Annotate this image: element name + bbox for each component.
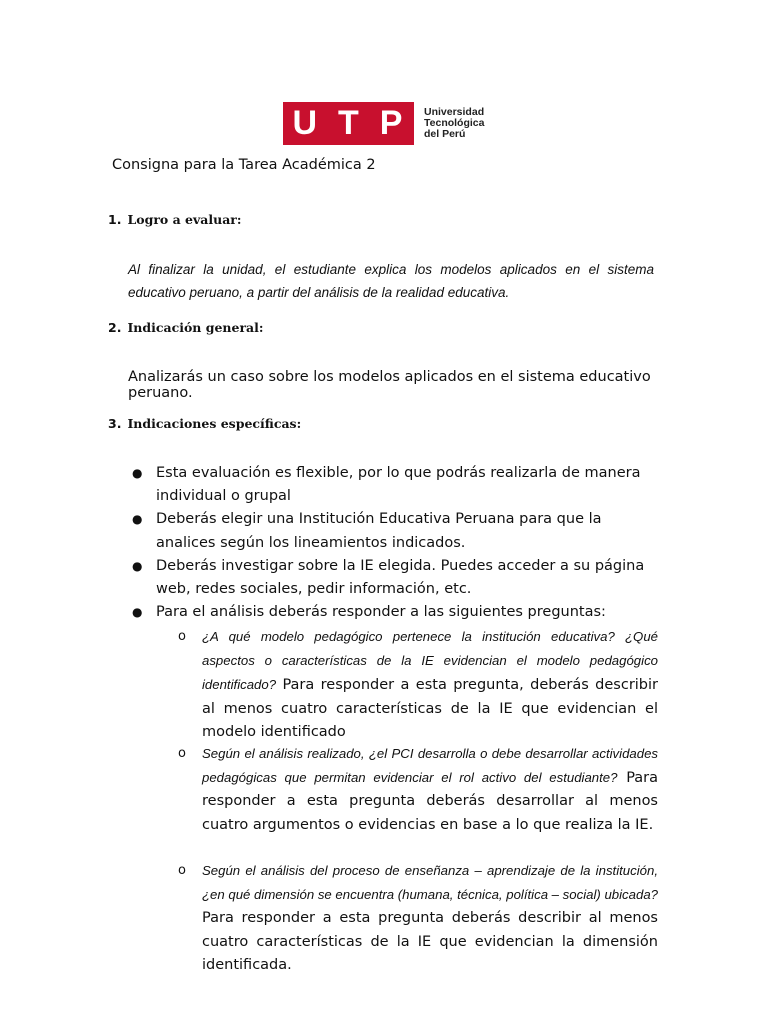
list-item [132,508,662,554]
bullet-list [132,462,662,624]
question-text: Según el análisis realizado, ¿el PCI desarrolla o debe desarrollar actividades pedagógicas que permitan evidenciar el rol activo del estudiante? [202,746,658,786]
bullet-text: Deberás investigar sobre la IE elegida. Puedes acceder a su página web, redes sociales, pedir información, etc. [156,557,645,598]
logo-line-2: Tecnológica [424,117,485,129]
sub-bullet-icon: o [178,863,186,878]
question-item-2 [178,742,658,837]
document-title: Consigna para la Tarea Académica 2 [112,157,376,173]
section-number: 3. [108,416,122,431]
section-number: 2. [108,320,122,335]
logo-letter-p: P [379,104,405,142]
question-text-block [202,742,658,837]
utp-logo [283,102,484,145]
bullet-icon: ● [132,605,143,620]
question-text-block [202,859,658,977]
bullet-icon: ● [132,466,143,480]
section-heading-indicaciones-especificas [108,416,301,431]
sub-bullet-icon: o [178,629,186,644]
bullet-text: Para el análisis deberás responder a las siguientes preguntas: [156,604,606,621]
section-heading-indicacion-general [108,320,264,335]
question-instruction: Para responder a esta pregunta deberás describir al menos cuatro características de la IE que evidencian la dimensión identificada. [202,910,658,973]
logo-university-name [424,107,484,140]
logro-paragraph: Al finalizar la unidad, el estudiante explica los modelos aplicados en el sistema educativo peruano, a partir del análisis de la realidad educativa. [128,262,654,300]
question-instruction: Para responder a esta pregunta deberás desarrollar al menos cuatro argumentos o evidencias en base a lo que realiza la IE. [202,770,659,833]
question-text-block [202,625,658,744]
logo-line-1: Universidad [424,106,485,118]
indicacion-paragraph: Analizarás un caso sobre los modelos aplicados en el sistema educativo peruano. [128,369,651,401]
logo-letter-t: T [338,104,361,142]
bullet-text: Esta evaluación es flexible, por lo que podrás realizarla de manera individual o grupal [156,465,641,505]
logo-letters-box [283,102,414,145]
logo-letter-u: U [292,104,320,142]
list-item [132,462,662,508]
section-heading-text: Indicación general: [127,320,264,335]
section-heading-logro [108,212,242,227]
section-number: 1. [108,212,122,227]
list-item [132,601,662,624]
bullet-icon: ● [132,512,143,527]
list-item [132,555,662,601]
question-text: Según el análisis del proceso de enseñanza – aprendizaje de la institución, ¿en qué dimensión se encuentra (humana, técnica, política – social) ubicada? [202,863,658,903]
question-text: ¿A qué modelo pedagógico pertenece la institución educativa? ¿Qué aspectos o características de la IE evidencian el modelo pedagógico identificado? [202,629,658,693]
question-item-1 [178,625,658,744]
bullet-text: Deberás elegir una Institución Educativa Peruana para que la analices según los lineamientos indicados. [156,511,602,551]
section-heading-text: Indicaciones específicas: [127,416,302,431]
question-instruction: Para responder a esta pregunta, deberás describir al menos cuatro características de la IE que evidencian el modelo identificado [202,677,659,740]
section-heading-text: Logro a evaluar: [127,212,242,227]
bullet-icon: ● [132,558,143,573]
sub-bullet-icon: o [178,746,186,761]
logo-line-3: del Perú [424,128,466,140]
question-item-3 [178,859,658,977]
